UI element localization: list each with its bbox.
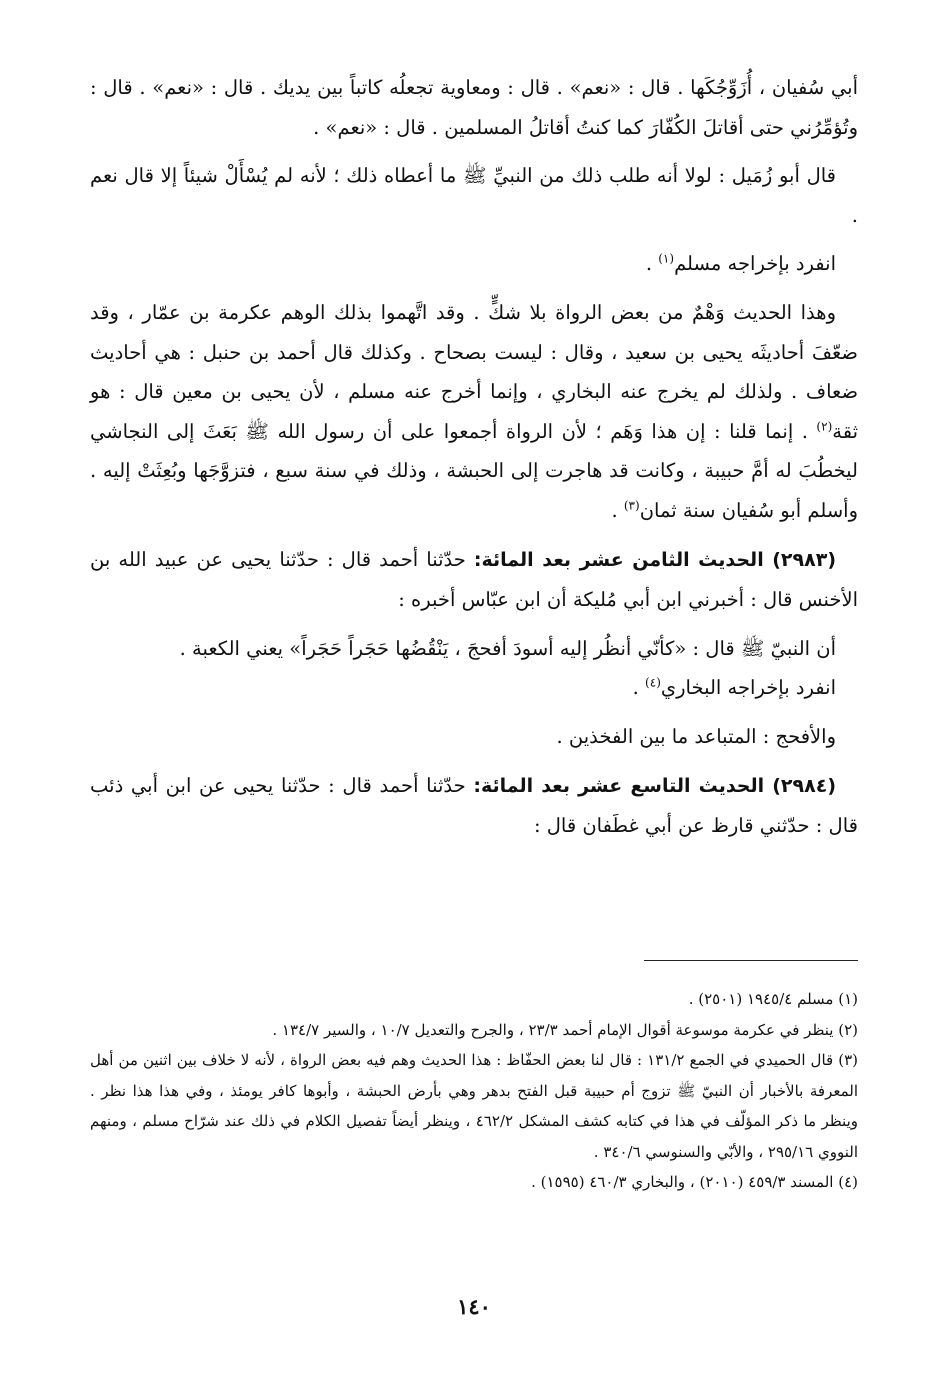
paragraph: أن النبيّ ﷺ قال : «كأنّي أنظُر إليه أسودَ أفحجَ ، يَنْقُضُها حَجَراً حَجَراً» يعني الكعبة .	[179, 636, 836, 660]
footnotes	[90, 984, 858, 1198]
hadith-heading: (٢٩٨٤) الحديث التاسع عشر بعد المائة: حدّثنا أحمد قال : حدّثنا يحيى عن ابن أبي ذئب قال : حدّثني قارظ عن أبي غطَفان قال :	[90, 773, 858, 838]
footnote: (٤) المسند ٤٥٩/٣ (٢٠١٠) ، والبخاري ٤٦٠/٣ (١٥٩٥) .	[531, 1173, 858, 1191]
footnote-ref: (١)	[658, 251, 675, 266]
footnote: (٣) قال الحميدي في الجمع ١٣١/٢ : قال لنا بعض الحفّاظ : هذا الحديث وهم فيه بعض الرواة ، لأنه لا خلاف بين اثنين من أهل المعرفة بالأخبار أن النبيّ ﷺ تزوج أم حبيبة قبل الفتح بدهر وهي بأرض الحبشة ، وأبوها كافر يومئذ ، وفي هذا هذا نظر . وينظر ما ذكر المؤلّف في هذا في كتابه كشف المشكل ٤٦٢/٢ ، وينظر أيضاً تفصيل الكلام في ذلك عند شرّاح مسلم ، ومنهم النووي ٢٩٥/١٦ ، والأبّي والسنوسي ٣٤٠/٦ .	[90, 1051, 858, 1161]
footnote-divider	[644, 960, 858, 961]
main-text	[90, 68, 858, 846]
footnote-ref: (٢)	[816, 419, 833, 434]
hadith-heading: (٢٩٨٣) الحديث الثامن عشر بعد المائة: حدّثنا أحمد قال : حدّثنا يحيى عن عبيد الله بن الأخنس قال : أخبرني ابن أبي مُليكة أن ابن عبّاس أخبره :	[90, 547, 858, 612]
book-page	[90, 0, 858, 1376]
footnote: (١) مسلم ١٩٤٥/٤ (٢٥٠١) .	[688, 990, 858, 1008]
heading-label: (٢٩٨٣) الحديث الثامن عشر بعد المائة:	[473, 548, 836, 571]
footnote: (٢) ينظر في عكرمة موسوعة أقوال الإمام أحمد ٢٣/٣ ، والجرح والتعديل ١٠/٧ ، والسير ١٣٤/٧ .	[272, 1020, 858, 1039]
heading-label: (٢٩٨٤) الحديث التاسع عشر بعد المائة:	[473, 774, 836, 797]
footnote-ref: (٤)	[645, 675, 661, 690]
paragraph: انفرد بإخراجه مسلم$^{(١)}$ .	[645, 251, 836, 276]
paragraph: انفرد بإخراجه البخاري$^{(٤)}$ .	[632, 675, 836, 700]
paragraph: أبي سُفيان ، أُزَوِّجُكَها . قال : «نعم» . قال : ومعاوية تجعلُه كاتباً بين يديك . قال : «نعم» . قال : وتُؤمِّرُني حتى أقاتلَ الكُفّارَ كما كنتُ أقاتلُ المسلمين . قال : «نعم» .	[90, 76, 858, 139]
page-number: ١٤٠	[457, 1294, 491, 1319]
paragraph: والأفحج : المتباعد ما بين الفخذين .	[556, 724, 836, 748]
footnote-ref: (٣)	[623, 498, 640, 513]
paragraph: وهذا الحديث وَهْمٌ من بعض الرواة بلا شكٍّ . وقد اتَّهموا بذلك الوهم عكرمة بن عمّار ، وقد ضعّفَ أحاديثَه يحيى بن سعيد ، وقال : ليست بصحاح . وكذلك قال أحمد بن حنبل : هي أحاديث ضعاف . ولذلك لم يخرج عنه البخاري ، وإنما أخرج عنه مسلم ، لأن يحيى بن معين قال : هو ثقة$^{(٢)}$ . إنما قلنا : إن هذا وَهَم ؛ لأن الرواة أجمعوا على أن رسول الله ﷺ بَعَثَ إلى النجاشي ليخطُبَ له أمَّ حبيبة ، وكانت قد هاجرت إلى الحبشة ، وذلك في سنة سبع ، فتزوَّجَها وبُعِثَتْ إليه . وأسلم أبو سُفيان سنة ثمان$^{(٣)}$ .	[90, 300, 858, 522]
paragraph: قال أبو زُمَيل : لولا أنه طلب ذلك من النبيِّ ﷺ ما أعطاه ذلك ؛ لأنه لم يُسْأَلْ شيئاً إلا قال نعم .	[90, 164, 858, 227]
